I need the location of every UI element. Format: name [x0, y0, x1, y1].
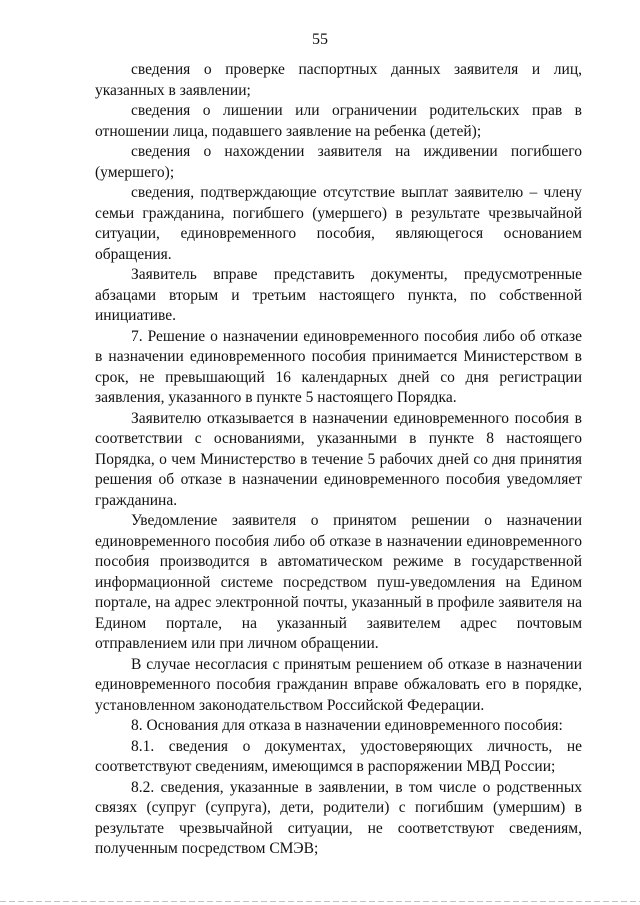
paragraph-dependency: сведения о нахождении заявителя на иждивении погибшего (умершего); [95, 143, 582, 181]
paragraph-notification: Уведомление заявителя о принятом решении о назначении единовременного пособия либо об отказе в назначении единовременного пособия производится в автоматическом режиме в государственной информационной системе посредством пуш-уведомления на Едином портале, на адрес электронной почты, указанный в профиле заявителя на Едином портале, на указанный заявителем адрес почтовым отправлением или при личном обращении. [95, 512, 582, 652]
paragraph-no-payments: сведения, подтверждающие отсутствие выплат заявителю – члену семьи гражданина, погибшего (умершего) в результате чрезвычайной ситуации, единовременного пособия, являющегося основанием обращения. [95, 184, 582, 263]
paragraph-refusal: Заявителю отказывается в назначении единовременного пособия в соответствии с основаниями, указанными в пункте 8 настоящего Порядка, о чем Министерство в течение 5 рабочих дней со дня принятия решения об отказе в назначении единовременного пособия уведомляет гражданина. [95, 409, 582, 509]
paragraph-item-8: 8. Основания для отказа в назначении единовременного пособия: [131, 717, 563, 734]
page-number: 55 [312, 31, 328, 48]
paragraph-item-8-2: 8.2. сведения, указанные в заявлении, в том числе о родственных связях (супруг (супруга), дети, родители) с погибшим (умершим) в результате чрезвычайной ситуации, не соответствуют сведениям, полученным посредством СМЭВ; [95, 778, 582, 857]
paragraph-item-8-1: 8.1. сведения о документах, удостоверяющих личность, не соответствуют сведениям, имеющимся в распоряжении МВД России; [95, 737, 582, 775]
paragraph-own-initiative: Заявитель вправе представить документы, предусмотренные абзацами вторым и третьим настоящего пункта, по собственной инициативе. [95, 266, 582, 324]
paragraph-parental-rights: сведения о лишении или ограничении родительских прав в отношении лица, подавшего заявление на ребенка (детей); [95, 102, 582, 140]
document-body [95, 60, 582, 860]
paragraph-appeal: В случае несогласия с принятым решением об отказе в назначении единовременного пособия гражданин вправе обжаловать его в порядке, установленном законодательством Российской Федерации. [95, 655, 582, 714]
paragraph-passport-check: сведения о проверке паспортных данных заявителя и лиц, указанных в заявлении; [95, 61, 582, 99]
scan-edge-line [0, 901, 640, 902]
paragraph-item-7: 7. Решение о назначении единовременного пособия либо об отказе в назначении единовременного пособия принимается Министерством в срок, не превышающий 16 календарных дней со дня регистрации заявления, указанного в пункте 5 настоящего Порядка. [95, 327, 582, 406]
